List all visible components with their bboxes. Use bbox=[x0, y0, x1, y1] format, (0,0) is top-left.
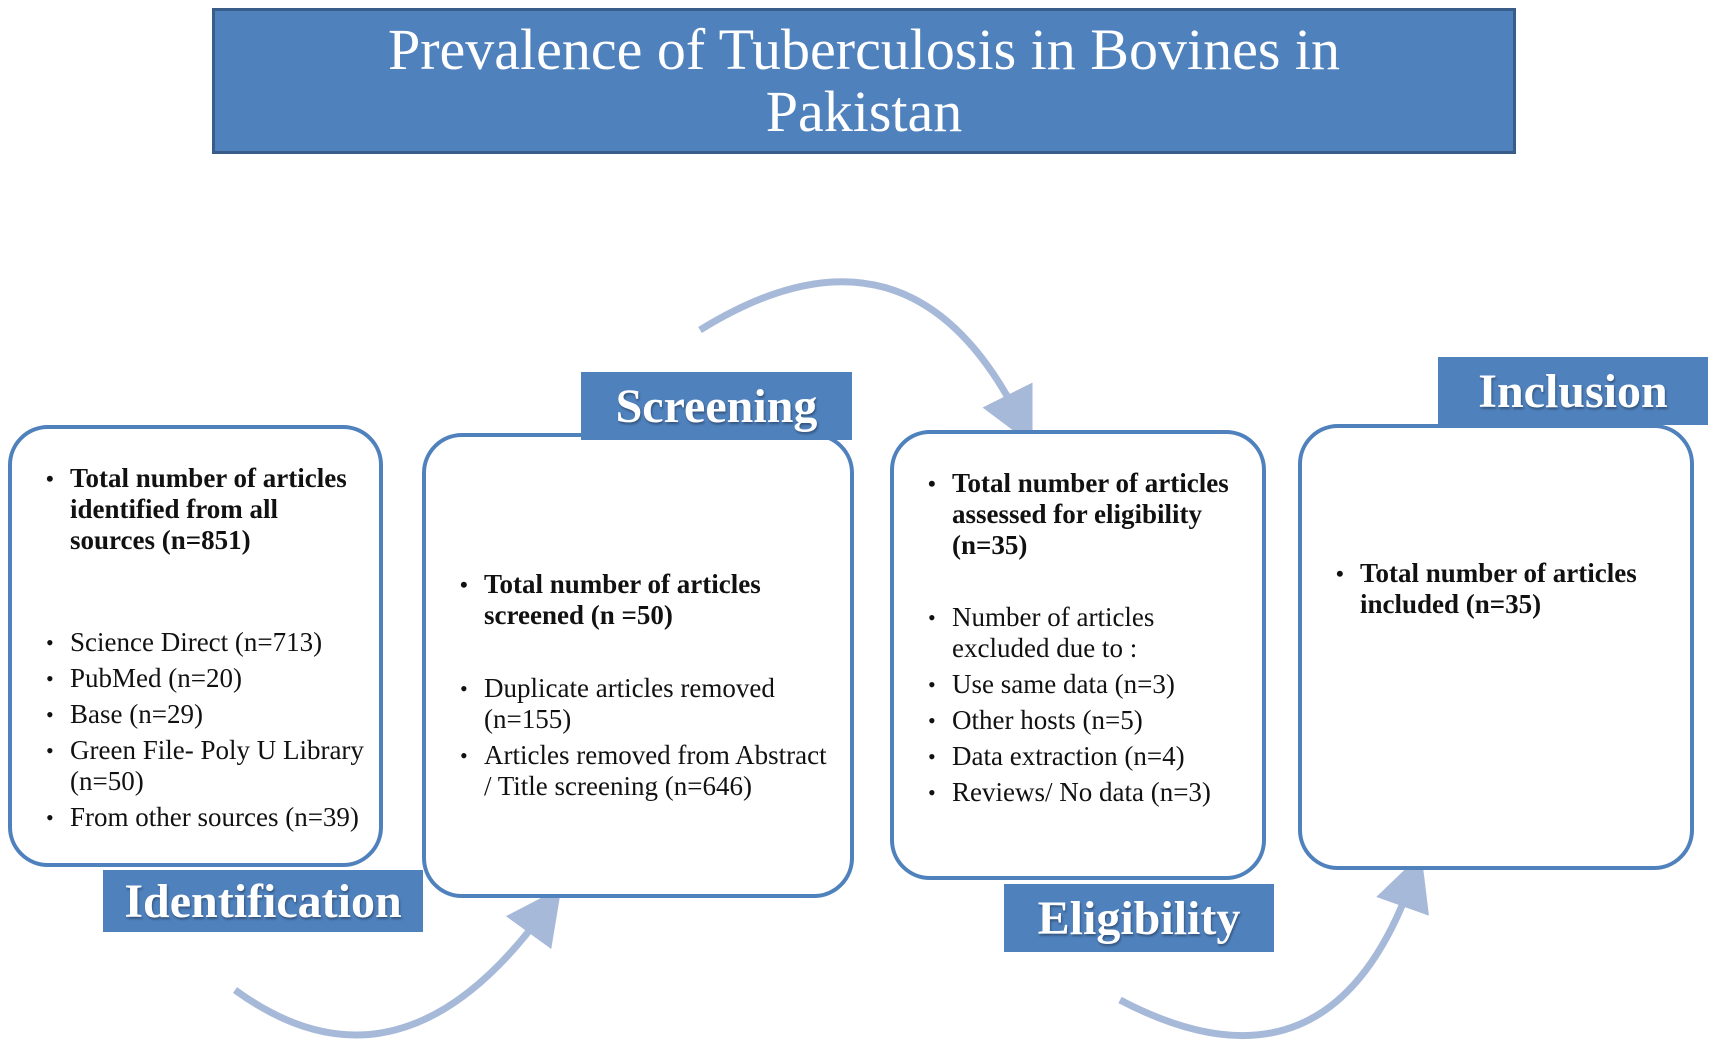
removal-list-item: • Duplicate articles removed (n=155) bbox=[460, 673, 830, 735]
eligibility-list bbox=[928, 468, 1248, 561]
inclusion-box bbox=[1298, 424, 1694, 870]
source-list-item: • From other sources (n=39) bbox=[46, 802, 371, 833]
identification-box bbox=[8, 425, 383, 867]
source-list-item: • Science Direct (n=713) bbox=[46, 627, 371, 658]
inclusion-label: Inclusion bbox=[1438, 357, 1708, 425]
identification-label: Identification bbox=[103, 870, 423, 932]
removal-list-item: • Articles removed from Abstract / Title screening (n=646) bbox=[460, 740, 830, 802]
screening-box bbox=[422, 433, 854, 898]
eligibility-label: Eligibility bbox=[1004, 884, 1274, 952]
inclusion-headline: • Total number of articles included (n=35) bbox=[1336, 558, 1656, 620]
inclusion-list bbox=[1336, 558, 1656, 620]
exclusion-list-item: • Use same data (n=3) bbox=[928, 669, 1253, 700]
eligibility-headline: • Total number of articles assessed for eligibility (n=35) bbox=[928, 468, 1248, 561]
eligibility-exclusions-list bbox=[928, 602, 1253, 808]
screening-list bbox=[460, 569, 820, 631]
source-list-item: • PubMed (n=20) bbox=[46, 663, 371, 694]
source-list-item: • Green File- Poly U Library (n=50) bbox=[46, 735, 371, 797]
exclusion-list-item: • Number of articles excluded due to : bbox=[928, 602, 1253, 664]
identification-sources-list bbox=[46, 627, 371, 833]
eligibility-box bbox=[890, 430, 1266, 880]
identification-headline: • Total number of articles identified from all sources (n=851) bbox=[46, 463, 366, 556]
screening-removals-list bbox=[460, 673, 830, 802]
diagram-title: Prevalence of Tuberculosis in Bovines in Pakistan bbox=[387, 17, 1341, 144]
screening-headline: • Total number of articles screened (n =50) bbox=[460, 569, 820, 631]
source-list-item: • Base (n=29) bbox=[46, 699, 371, 730]
identification-list bbox=[46, 463, 366, 556]
exclusion-list-item: • Other hosts (n=5) bbox=[928, 705, 1253, 736]
exclusion-list-item: • Data extraction (n=4) bbox=[928, 741, 1253, 772]
exclusion-list-item: • Reviews/ No data (n=3) bbox=[928, 777, 1253, 808]
screening-label: Screening bbox=[581, 372, 852, 440]
